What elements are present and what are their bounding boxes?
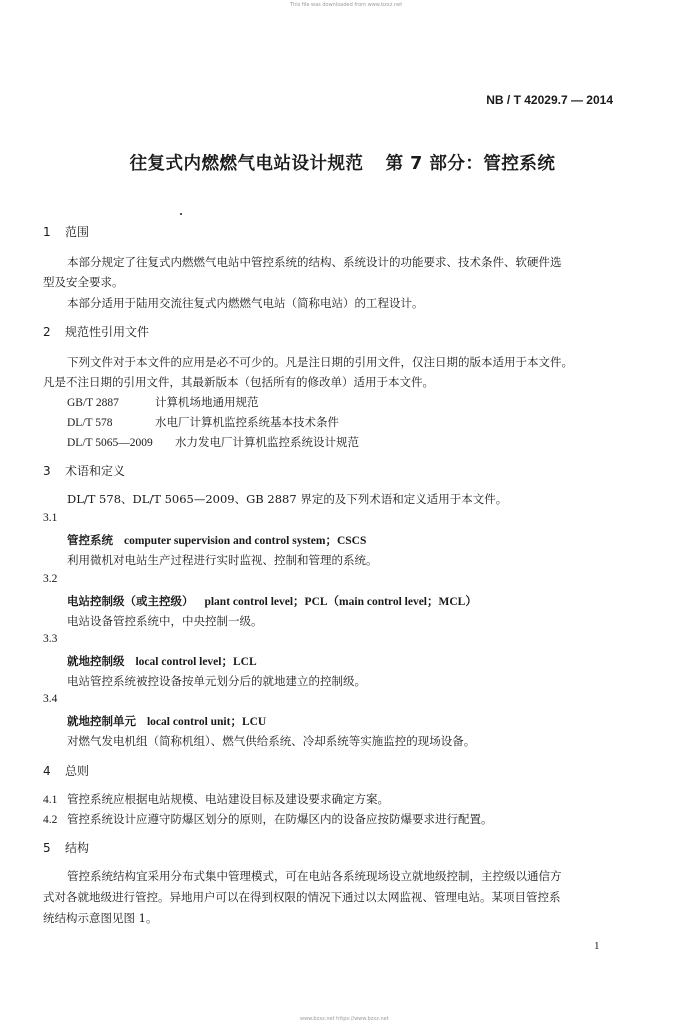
term-definition: 电站管控系统被控设备按单元划分后的就地建立的控制级。: [67, 674, 366, 688]
term-number: 3.2: [43, 573, 58, 585]
section-3-intro: DL/T 578、DL/T 5065—2009、GB 2887 界定的及下列术语和定义适用于本文件。: [67, 492, 508, 506]
section-2-para-line-1: 下列文件对于本文件的应用是必不可少的。凡是注日期的引用文件，仅注日期的版本适用于本文件。: [67, 355, 573, 369]
bottom-watermark: www.bzxz.net https://www.bzxz.net: [300, 1016, 389, 1022]
title-part: 第 7 部分：管控系统: [385, 154, 556, 174]
term-heading: 管控系统 computer supervision and control system；CSCS: [67, 533, 367, 547]
term-heading: 电站控制级（或主控级） plant control level；PCL（main control level；MCL）: [67, 594, 477, 608]
term-heading: 就地控制级 local control level；LCL: [67, 654, 257, 668]
term-number: 3.1: [43, 512, 58, 524]
term-number: 3.3: [43, 633, 58, 645]
section-5-para-line-3: 统结构示意图见图 1。: [43, 911, 158, 925]
section-1-heading: 1 范围: [43, 225, 90, 239]
term-definition: 对燃气发电机组（简称机组）、燃气供给系统、冷却系统等实施监控的现场设备。: [67, 734, 476, 748]
reference-item: DL/T 5065—2009 水力发电厂计算机监控系统设计规范: [67, 435, 359, 449]
section-4-heading: 4 总则: [43, 764, 90, 778]
term-definition: 电站设备管控系统中，中央控制一级。: [67, 614, 263, 628]
top-watermark: This file was downloaded from www.bzxz.net: [290, 2, 403, 8]
clause-4-1: 4.1 管控系统应根据电站规模、电站建设目标及建设要求确定方案。: [43, 792, 389, 806]
document-title: [0, 150, 685, 175]
section-5-para-line-1: 管控系统结构宜采用分布式集中管理模式，可在电站各系统现场设立就地级控制，主控级以通信方: [67, 869, 562, 883]
reference-item: DL/T 578 水电厂计算机监控系统基本技术条件: [67, 415, 339, 429]
term-number: 3.4: [43, 693, 58, 705]
term-definition: 利用微机对电站生产过程进行实时监视、控制和管理的系统。: [67, 553, 378, 567]
section-1-para-1-line-2: 型及安全要求。: [43, 275, 124, 289]
section-5-heading: 5 结构: [43, 841, 90, 855]
section-3-heading: 3 术语和定义: [43, 464, 126, 478]
standard-number: NB / T 42029.7 — 2014: [486, 93, 613, 107]
clause-4-2: 4.2 管控系统设计应遵守防爆区划分的原则，在防爆区内的设备应按防爆要求进行配置。: [43, 812, 493, 826]
title-main: 往复式内燃燃气电站设计规范: [129, 154, 364, 174]
term-heading: 就地控制单元 local control unit；LCU: [67, 714, 267, 728]
section-1-para-2: 本部分适用于陆用交流往复式内燃燃气电站（简称电站）的工程设计。: [67, 296, 424, 310]
scan-speck: [180, 213, 182, 215]
reference-item: GB/T 2887 计算机场地通用规范: [67, 395, 259, 409]
section-2-para-line-2: 凡是不注日期的引用文件，其最新版本（包括所有的修改单）适用于本文件。: [43, 375, 434, 389]
section-1-para-1-line-1: 本部分规定了往复式内燃燃气电站中管控系统的结构、系统设计的功能要求、技术条件、软硬件选: [67, 255, 562, 269]
page-number: 1: [594, 940, 600, 952]
section-5-para-line-2: 式对各就地级进行管控。异地用户可以在得到权限的情况下通过以太网监视、管理电站。某项目管控系: [43, 890, 561, 904]
section-2-heading: 2 规范性引用文件: [43, 325, 150, 339]
